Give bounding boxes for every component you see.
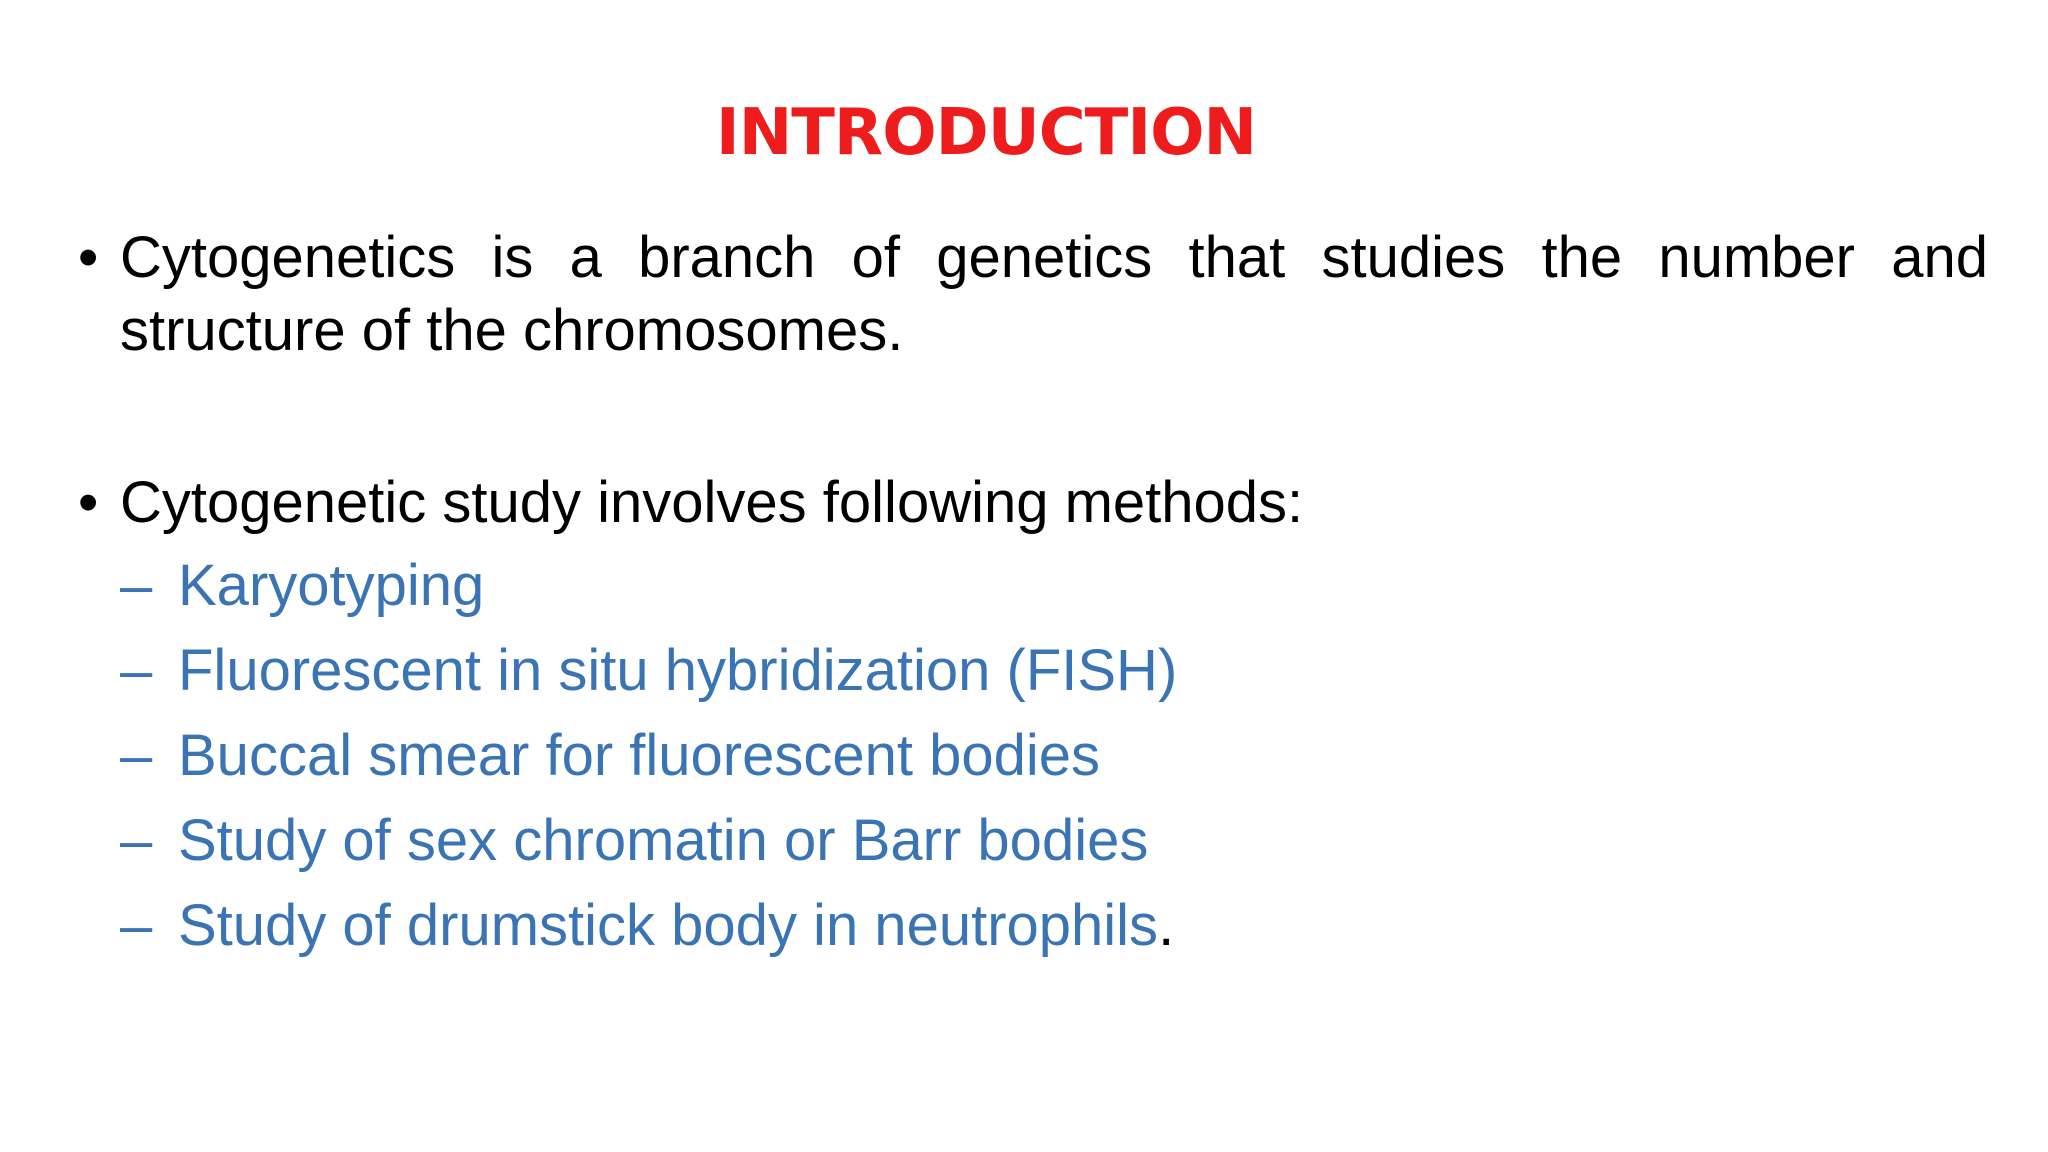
bullet-text: Cytogenetic study involves following methods: — [120, 470, 1304, 535]
dash-marker: – — [120, 553, 153, 618]
bullet-item-methods — [78, 466, 1988, 539]
dash-marker: – — [120, 808, 153, 873]
bullet-item-definition — [78, 221, 1988, 367]
dash-marker: – — [120, 723, 153, 788]
bullet-text: Cytogenetics is a branch of genetics that studies the number and structure of the chromosomes. — [120, 225, 1988, 363]
sub-item-text: Fluorescent in situ hybridization (FISH) — [178, 638, 1178, 703]
sub-item-trailing: . — [1158, 893, 1175, 958]
sub-item-text: Buccal smear for fluorescent bodies — [178, 723, 1100, 788]
slide-title: INTRODUCTION — [715, 96, 1257, 170]
dash-marker: – — [120, 893, 153, 958]
sub-item-text: Karyotyping — [178, 553, 485, 618]
dash-marker: – — [120, 638, 153, 703]
sub-item-text: Study of drumstick body in neutrophils — [178, 893, 1159, 958]
bullet-marker: • — [78, 225, 99, 290]
sub-item-text: Study of sex chromatin or Barr bodies — [178, 808, 1149, 873]
bullet-marker: • — [78, 470, 99, 535]
